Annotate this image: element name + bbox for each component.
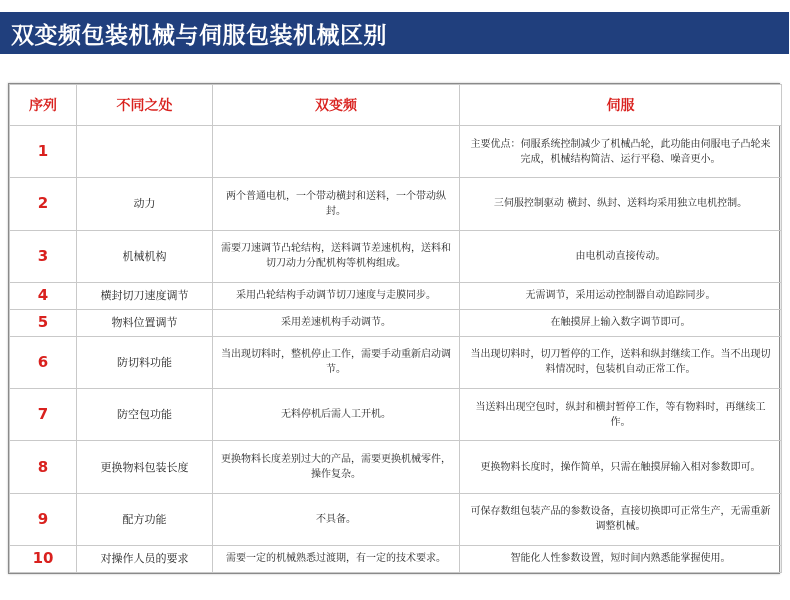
row-dual-cell	[213, 126, 460, 178]
table-row	[10, 545, 782, 572]
row-item: 防空包功能	[77, 389, 213, 441]
row-item: 配方功能	[77, 493, 213, 545]
table-row	[10, 230, 782, 282]
row-servo-cell: 当送料出现空包时，纵封和横封暂停工作，等有物料时，再继续工作。	[460, 389, 782, 441]
row-servo-cell: 当出现切料时，切刀暂停的工作，送料和纵封继续工作。当不出现切料情况时，包装机自动正常工作。	[460, 336, 782, 388]
row-number: 8	[10, 441, 77, 493]
row-servo-cell: 主要优点：伺服系统控制减少了机械凸轮，此功能由伺服电子凸轮来完成，机械结构简洁、运行平稳、噪音更小。	[460, 126, 782, 178]
row-item: 对操作人员的要求	[77, 545, 213, 572]
row-servo-cell: 无需调节，采用运动控制器自动追踪同步。	[460, 282, 782, 309]
table-row	[10, 282, 782, 309]
table-row	[10, 389, 782, 441]
row-dual-cell: 两个普通电机，一个带动横封和送料，一个带动纵封。	[213, 178, 460, 230]
table-row	[10, 336, 782, 388]
row-number: 10	[10, 545, 77, 572]
row-item: 更换物料包装长度	[77, 441, 213, 493]
row-item: 机械机构	[77, 230, 213, 282]
row-item: 横封切刀速度调节	[77, 282, 213, 309]
table-row	[10, 126, 782, 178]
row-dual-cell: 采用凸轮结构手动调节切刀速度与走膜同步。	[213, 282, 460, 309]
row-dual-cell: 采用差速机构手动调节。	[213, 309, 460, 336]
row-dual-cell: 当出现切料时，整机停止工作，需要手动重新启动调节。	[213, 336, 460, 388]
table-row	[10, 493, 782, 545]
row-item: 物料位置调节	[77, 309, 213, 336]
row-dual-cell: 无料停机后需人工开机。	[213, 389, 460, 441]
row-number: 6	[10, 336, 77, 388]
comparison-table-container	[8, 83, 780, 574]
title-banner	[0, 12, 789, 54]
row-dual-cell: 不具备。	[213, 493, 460, 545]
header-sequence: 序列	[10, 85, 77, 126]
row-servo-cell: 可保存数组包装产品的参数设备，直接切换即可正常生产，无需重新调整机械。	[460, 493, 782, 545]
row-number: 9	[10, 493, 77, 545]
row-number: 5	[10, 309, 77, 336]
row-dual-cell: 更换物料长度差别过大的产品，需要更换机械零件，操作复杂。	[213, 441, 460, 493]
comparison-table	[9, 84, 782, 573]
header-row	[10, 85, 782, 126]
row-item: 防切料功能	[77, 336, 213, 388]
row-number: 4	[10, 282, 77, 309]
row-servo-cell: 在触摸屏上输入数字调节即可。	[460, 309, 782, 336]
row-item	[77, 126, 213, 178]
row-servo-cell: 由电机动直接传动。	[460, 230, 782, 282]
header-difference: 不同之处	[77, 85, 213, 126]
header-servo: 伺服	[460, 85, 782, 126]
row-number: 1	[10, 126, 77, 178]
table-row	[10, 441, 782, 493]
table-row	[10, 178, 782, 230]
row-dual-cell: 需要刀速调节凸轮结构，送料调节差速机构，送料和切刀动力分配机构等机构组成。	[213, 230, 460, 282]
page-title: 双变频包装机械与伺服包装机械区别	[11, 22, 387, 49]
row-servo-cell: 三伺服控制驱动 横封、纵封、送料均采用独立电机控制。	[460, 178, 782, 230]
row-number: 7	[10, 389, 77, 441]
row-item: 动力	[77, 178, 213, 230]
header-dual-frequency: 双变频	[213, 85, 460, 126]
row-number: 2	[10, 178, 77, 230]
row-servo-cell: 更换物料长度时，操作简单，只需在触摸屏输入相对参数即可。	[460, 441, 782, 493]
table-row	[10, 309, 782, 336]
row-number: 3	[10, 230, 77, 282]
row-servo-cell: 智能化人性参数设置，短时间内熟悉能掌握使用。	[460, 545, 782, 572]
row-dual-cell: 需要一定的机械熟悉过渡期，有一定的技术要求。	[213, 545, 460, 572]
